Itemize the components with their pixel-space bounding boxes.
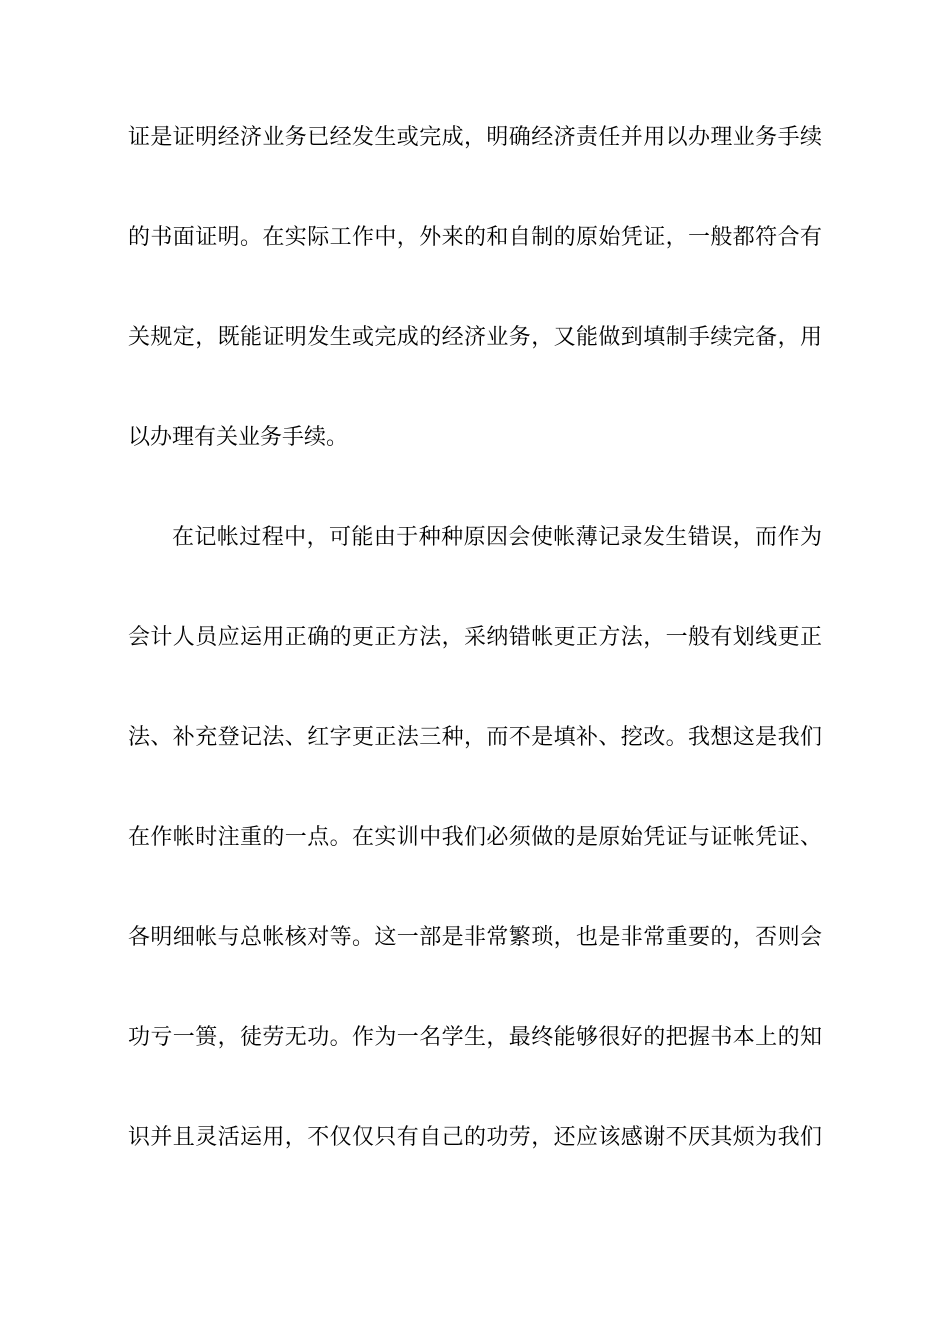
paragraph-line-4: 以办理有关业务手续。 (128, 425, 349, 450)
paragraph-line-8: 在作帐时注重的一点。在实训中我们必须做的是原始凭证与证帐凭证、 (128, 825, 822, 850)
paragraph-line-2: 的书面证明。在实际工作中，外来的和自制的原始凭证，一般都符合有 (128, 225, 822, 250)
paragraph-line-1: 证是证明经济业务已经发生或完成，明确经济责任并用以办理业务手续 (128, 125, 822, 150)
paragraph-line-10: 功亏一篑，徒劳无功。作为一名学生，最终能够很好的把握书本上的知 (128, 1025, 822, 1050)
paragraph-line-6: 会计人员应运用正确的更正方法，采纳错帐更正方法，一般有划线更正 (128, 625, 822, 650)
paragraph-line-11: 识并且灵活运用，不仅仅只有自己的功劳，还应该感谢不厌其烦为我们 (128, 1125, 822, 1150)
paragraph-line-9: 各明细帐与总帐核对等。这一部是非常繁琐，也是非常重要的，否则会 (128, 925, 822, 950)
paragraph-line-7: 法、补充登记法、红字更正法三种，而不是填补、挖改。我想这是我们 (128, 725, 822, 750)
paragraph-line-5: 在记帐过程中，可能由于种种原因会使帐薄记录发生错误，而作为 (172, 525, 822, 550)
paragraph-line-3: 关规定，既能证明发生或完成的经济业务，又能做到填制手续完备，用 (128, 325, 822, 350)
